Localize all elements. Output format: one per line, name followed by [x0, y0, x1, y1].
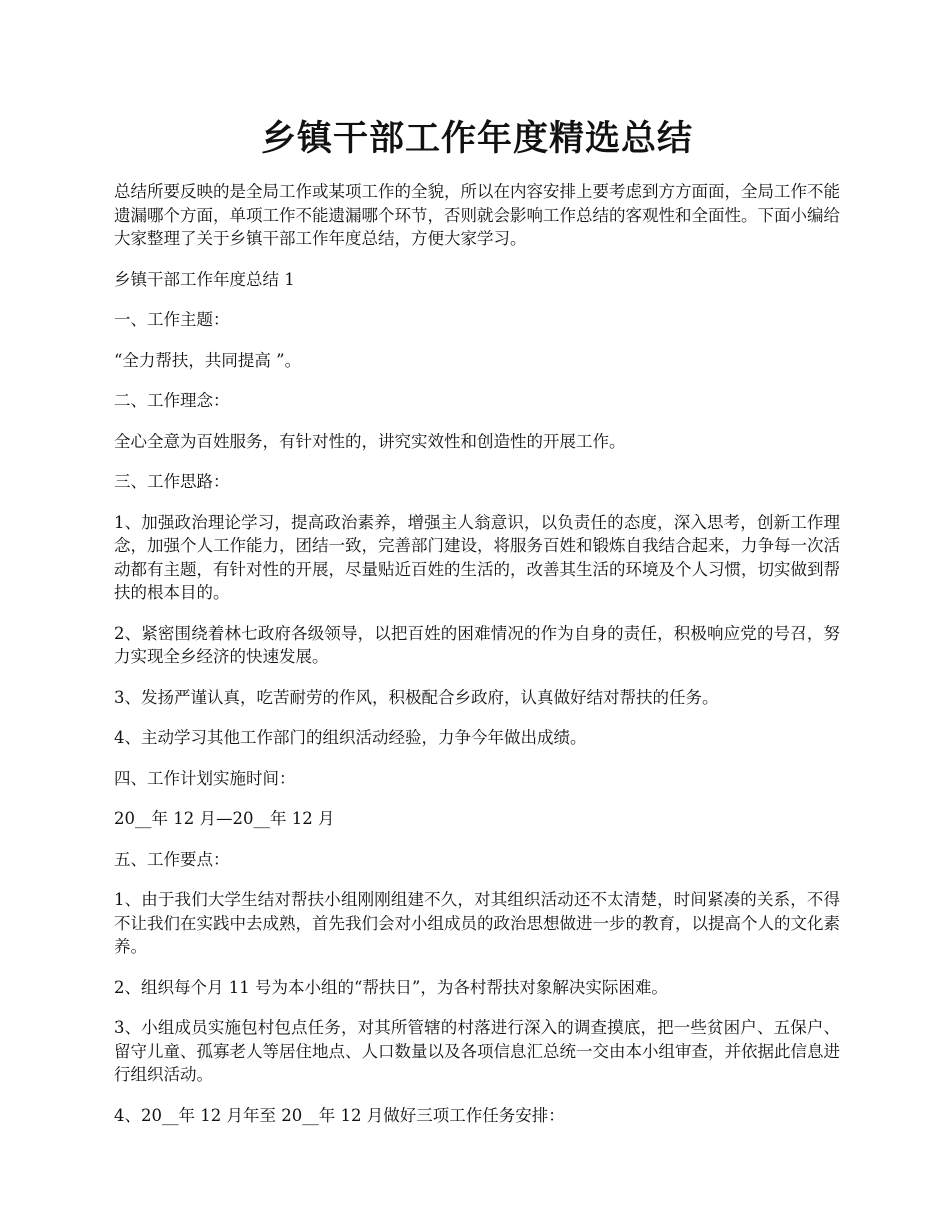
keypoint-item: 3、小组成员实施包村包点任务，对其所管辖的村落进行深入的调查摸底，把一些贫困户、五保户、留守儿童、孤寡老人等居住地点、人口数量以及各项信息汇总统一交由本小组审查，并依据此信息进行组织活动。	[114, 1018, 840, 1084]
idea-text: 全心全意为百姓服务，有针对性的，讲究实效性和创造性的开展工作。	[114, 431, 626, 451]
idea-heading: 二、工作理念：	[114, 391, 230, 410]
approach-item: 4、主动学习其他工作部门的组织活动经验，力争今年做出成绩。	[114, 728, 587, 747]
keypoint-item: 2、组织每个月 11 号为本小组的“帮扶日”，为各村帮扶对象解决实际困难。	[114, 977, 668, 997]
document-page	[114, 0, 840, 1127]
keypoints-heading: 五、工作要点：	[114, 849, 230, 869]
schedule-text: 20__年 12 月—20__年 12 月	[114, 809, 335, 828]
intro-paragraph: 总结所要反映的是全局工作或某项工作的全貌，所以在内容安排上要考虑到方方面面，全局工作不能遗漏哪个方面，单项工作不能遗漏哪个环节，否则就会影响工作总结的客观性和全面性。下面小编给大家整理了关于乡镇干部工作年度总结，方便大家学习。	[114, 182, 840, 248]
theme-text: “全力帮扶，共同提高 ”。	[114, 350, 302, 370]
schedule-heading: 四、工作计划实施时间：	[114, 768, 296, 788]
page-title: 乡镇干部工作年度精选总结	[260, 118, 693, 159]
approach-item: 1、加强政治理论学习，提高政治素养，增强主人翁意识，以负责任的态度，深入思考，创新工作理念，加强个人工作能力，团结一致，完善部门建设，将服务百姓和锻炼自我结合起来，力争每一次活动都有主题，有针对性的开展，尽量贴近百姓的生活的，改善其生活的环境及个人习惯，切实做到帮扶的根本目的。	[114, 512, 840, 602]
theme-heading: 一、工作主题：	[114, 310, 230, 329]
approach-item: 3、发扬严谨认真，吃苦耐劳的作风，积极配合乡政府，认真做好结对帮扶的任务。	[114, 687, 719, 707]
section-title: 乡镇干部工作年度总结 1	[114, 269, 295, 289]
keypoint-item: 4、20__年 12 月年至 20__年 12 月做好三项工作任务安排：	[114, 1105, 565, 1125]
keypoint-item: 1、由于我们大学生结对帮扶小组刚刚组建不久，对其组织活动还不太清楚，时间紧凑的关系，不得不让我们在实践中去成熟，首先我们会对小组成员的政治思想做进一步的教育，以提高个人的文化素养。	[114, 890, 840, 956]
approach-item: 2、紧密围绕着林七政府各级领导，以把百姓的困难情况的作为自身的责任，积极响应党的号召，努力实现全乡经济的快速发展。	[114, 623, 840, 666]
approach-heading: 三、工作思路：	[114, 472, 230, 491]
